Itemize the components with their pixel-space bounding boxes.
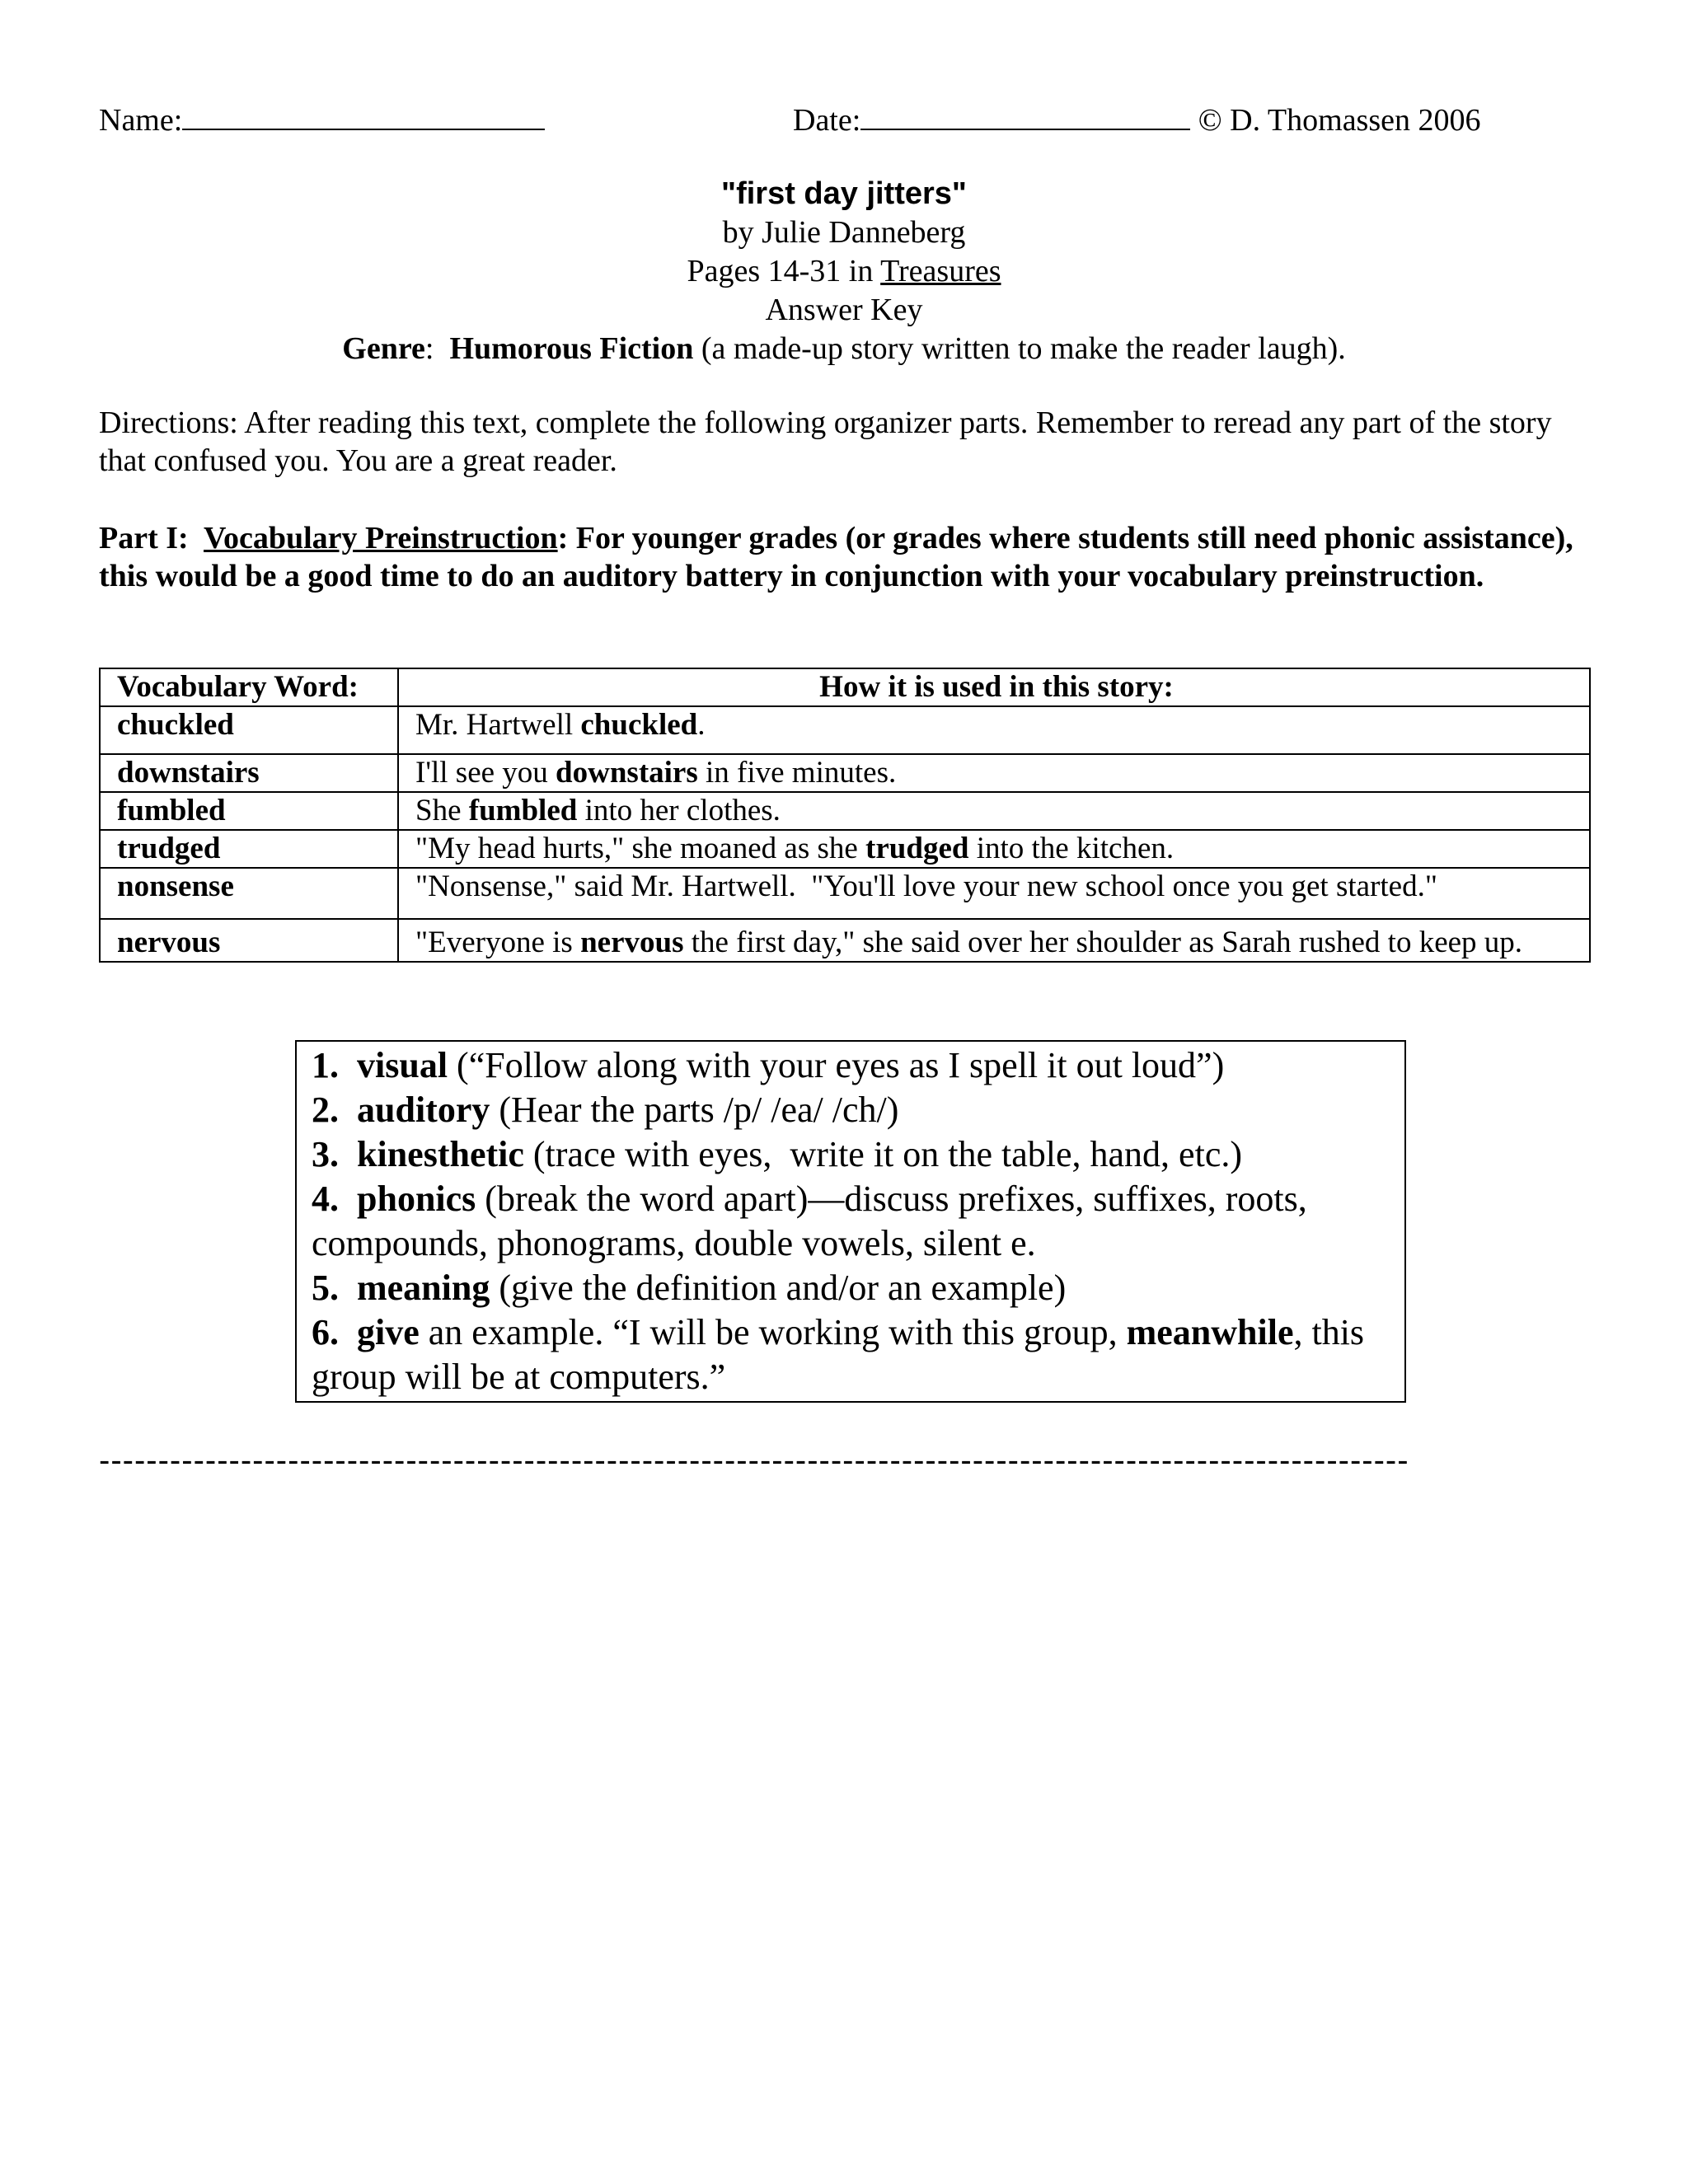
name-blank[interactable] — [182, 101, 545, 130]
table-header-row — [100, 668, 1590, 706]
story-title: "first day jitters" — [721, 176, 967, 211]
vocab-word: chuckled — [100, 706, 398, 754]
book-title: Treasures — [880, 254, 1001, 288]
date-label: Date: — [793, 103, 861, 138]
list-item: 2. auditory (Hear the parts /p/ /ea/ /ch/) — [312, 1090, 899, 1130]
part1-heading: Vocabulary Preinstruction — [204, 521, 558, 555]
answer-key-line: Answer Key — [765, 293, 923, 327]
table-row — [100, 754, 1590, 792]
title-block — [0, 175, 1688, 368]
vocab-word: fumbled — [100, 792, 398, 830]
name-label: Name: — [99, 103, 183, 138]
vocab-word: nervous — [100, 919, 398, 962]
date-field — [793, 101, 1481, 138]
list-item: 5. meaning (give the definition and/or an example) — [312, 1268, 1067, 1308]
vocab-usage: She fumbled into her clothes. — [398, 792, 1590, 830]
pages-prefix: Pages 14-31 in — [687, 254, 881, 288]
date-blank[interactable] — [860, 101, 1190, 130]
genre-desc: (a made-up story written to make the reader laugh). — [693, 331, 1346, 366]
table-row — [100, 868, 1590, 919]
genre-label: Genre — [342, 331, 425, 366]
genre-value: Humorous Fiction — [449, 331, 694, 366]
pages-line — [0, 252, 1688, 291]
vocabulary-table — [99, 668, 1591, 963]
table-row — [100, 830, 1590, 868]
name-field — [99, 101, 545, 138]
part1-label: Part I: — [99, 521, 204, 555]
list-item: 4. phonics (break the word apart)—discuss prefixes, suffixes, roots, compounds, phonograms, double vowels, silent e. — [312, 1179, 1316, 1263]
genre-line — [0, 330, 1688, 368]
vocab-usage: "Nonsense," said Mr. Hartwell. "You'll love your new school once you get started." — [398, 868, 1590, 919]
directions: Directions: After reading this text, complete the following organizer parts. Remember to reread any part of the story that confused you. You are a great reader. — [99, 405, 1552, 478]
genre-sep: : — [424, 331, 450, 366]
vocab-usage: I'll see you downstairs in five minutes. — [398, 754, 1590, 792]
auditory-battery-box — [295, 1040, 1406, 1403]
list-item: 1. visual (“Follow along with your eyes as I spell it out loud”) — [312, 1045, 1225, 1085]
table-row — [100, 792, 1590, 830]
vocab-usage: Mr. Hartwell chuckled. — [398, 706, 1590, 754]
part1-instructions — [99, 519, 1599, 595]
col-word-header: Vocabulary Word: — [100, 668, 398, 706]
col-usage-header: How it is used in this story: — [398, 668, 1590, 706]
vocab-usage: "Everyone is nervous the first day," she said over her shoulder as Sarah rushed to keep up. — [398, 919, 1590, 962]
vocab-word: trudged — [100, 830, 398, 868]
table-row — [100, 706, 1590, 754]
part1-text: : For younger grades (or grades where students still need phonic assistance), this would be a good time to do an auditory battery in conjunction with your vocabulary preinstruction. — [99, 521, 1573, 593]
list-item: 3. kinesthetic (trace with eyes, write it on the table, hand, etc.) — [312, 1134, 1242, 1174]
author-line: by Julie Danneberg — [722, 215, 966, 250]
vocab-word: downstairs — [100, 754, 398, 792]
copyright: © D. Thomassen 2006 — [1198, 103, 1481, 138]
vocab-usage: "My head hurts," she moaned as she trudged into the kitchen. — [398, 830, 1590, 868]
list-item: 6. give an example. “I will be working with this group, meanwhile, this group will be at computers.” — [312, 1312, 1374, 1397]
dashed-separator: --------------------------------------------------------------------------------------------------------------- — [99, 1442, 1409, 1479]
table-row — [100, 919, 1590, 962]
vocab-word: nonsense — [100, 868, 398, 919]
